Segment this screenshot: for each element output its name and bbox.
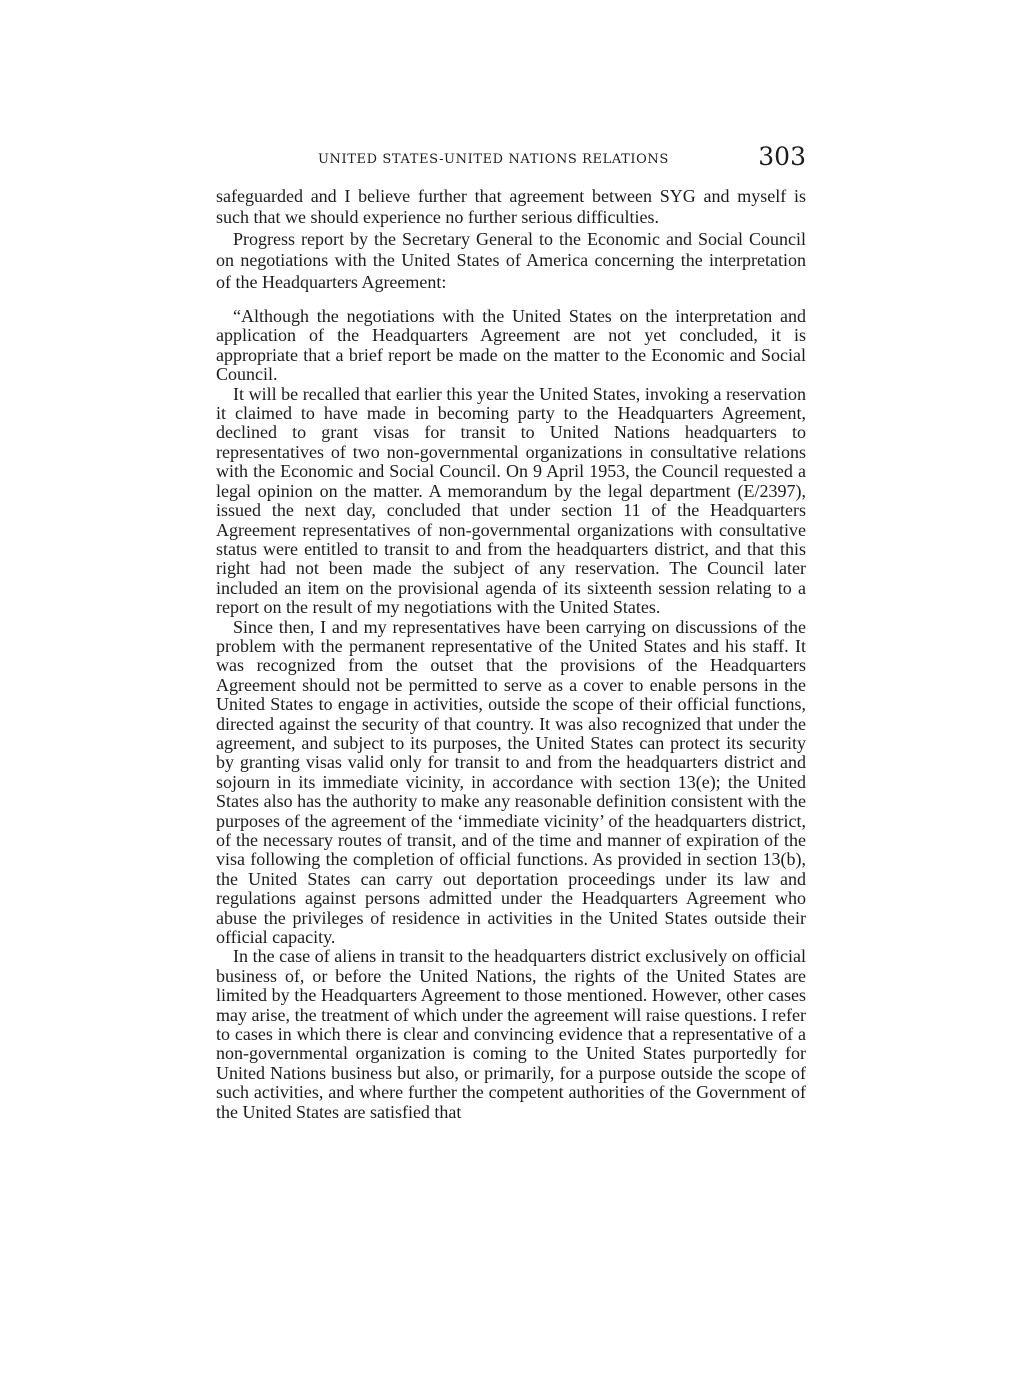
quote-paragraph: In the case of aliens in transit to the headquarters district exclusively on official business of, or before the United Nations, the rights of the United States are limited by the Headquarters Agreement to those mentioned. However, other cases may arise, the treatment of which under the agreement will raise questions. I refer to cases in which there is clear and convincing evidence that a representative of a non-governmental organization is coming to the United States purportedly for United Nations business but also, or primarily, for a purpose outside the scope of such activities, and where further the competent authorities of the Government of the United States are satisfied that xyxy=(216,946,806,1122)
quote-paragraph: Since then, I and my representatives have been carrying on discussions of the problem with the permanent representative of the United States and his staff. It was recognized from the outset that the provisions of the Headquarters Agreement should not be permitted to serve as a cover to enable persons in the United States to engage in activities, outside the scope of their official functions, directed against the security of that country. It was also recognized that under the agreement, and subject to its purposes, the United States can protect its security by granting visas valid only for transit to and from the headquarters district and sojourn in its immediate vicinity, in accordance with section 13(e); the United States also has the authority to make any reasonable definition consistent with the purposes of the agreement of the ‘immediate vicinity’ of the headquarters district, of the necessary routes of transit, and of the time and manner of expiration of the visa following the completion of official functions. As provided in section 13(b), the United States can carry out deportation proceedings under its law and regulations against persons admitted under the Headquarters Agreement who abuse the privileges of residence in activities in the United States outside their official capacity. xyxy=(216,616,806,948)
paragraph-progress-report-intro: Progress report by the Secretary General to the Economic and Social Council on negotiations with the United States of America concerning the interpretation of the Headquarters Agreement: xyxy=(216,228,806,292)
running-title: UNITED STATES-UNITED NATIONS RELATIONS xyxy=(318,152,669,167)
body-text xyxy=(216,186,806,1122)
running-head xyxy=(216,142,806,182)
quote-paragraph: It will be recalled that earlier this year the United States, invoking a reservation it claimed to have made in becoming party to the Headquarters Agreement, declined to grant visas for transit to United Nations headquarters to representatives of two non-governmental organizations in consultative relations with the Economic and Social Council. On 9 April 1953, the Council requested a legal opinion on the matter. A memorandum by the legal department (E/2397), issued the next day, concluded that under section 11 of the Headquarters Agreement representatives of non-governmental organizations with consultative status were entitled to transit to and from the headquarters district, and that this right had not been made the subject of any reservation. The Council later included an item on the provisional agenda of its sixteenth session relating to a report on the result of my negotiations with the United States. xyxy=(216,383,806,618)
quote-paragraph: “Although the negotiations with the United States on the interpretation and application of the Headquarters Agreement are not yet concluded, it is appropriate that a brief report be made on the matter to the Economic and Social Council. xyxy=(216,306,806,385)
page-number: 303 xyxy=(758,142,806,171)
quoted-report xyxy=(216,307,806,1122)
paragraph-continuation: safeguarded and I believe further that agreement between SYG and myself is such that we should experience no further serious difficulties. xyxy=(216,186,806,228)
